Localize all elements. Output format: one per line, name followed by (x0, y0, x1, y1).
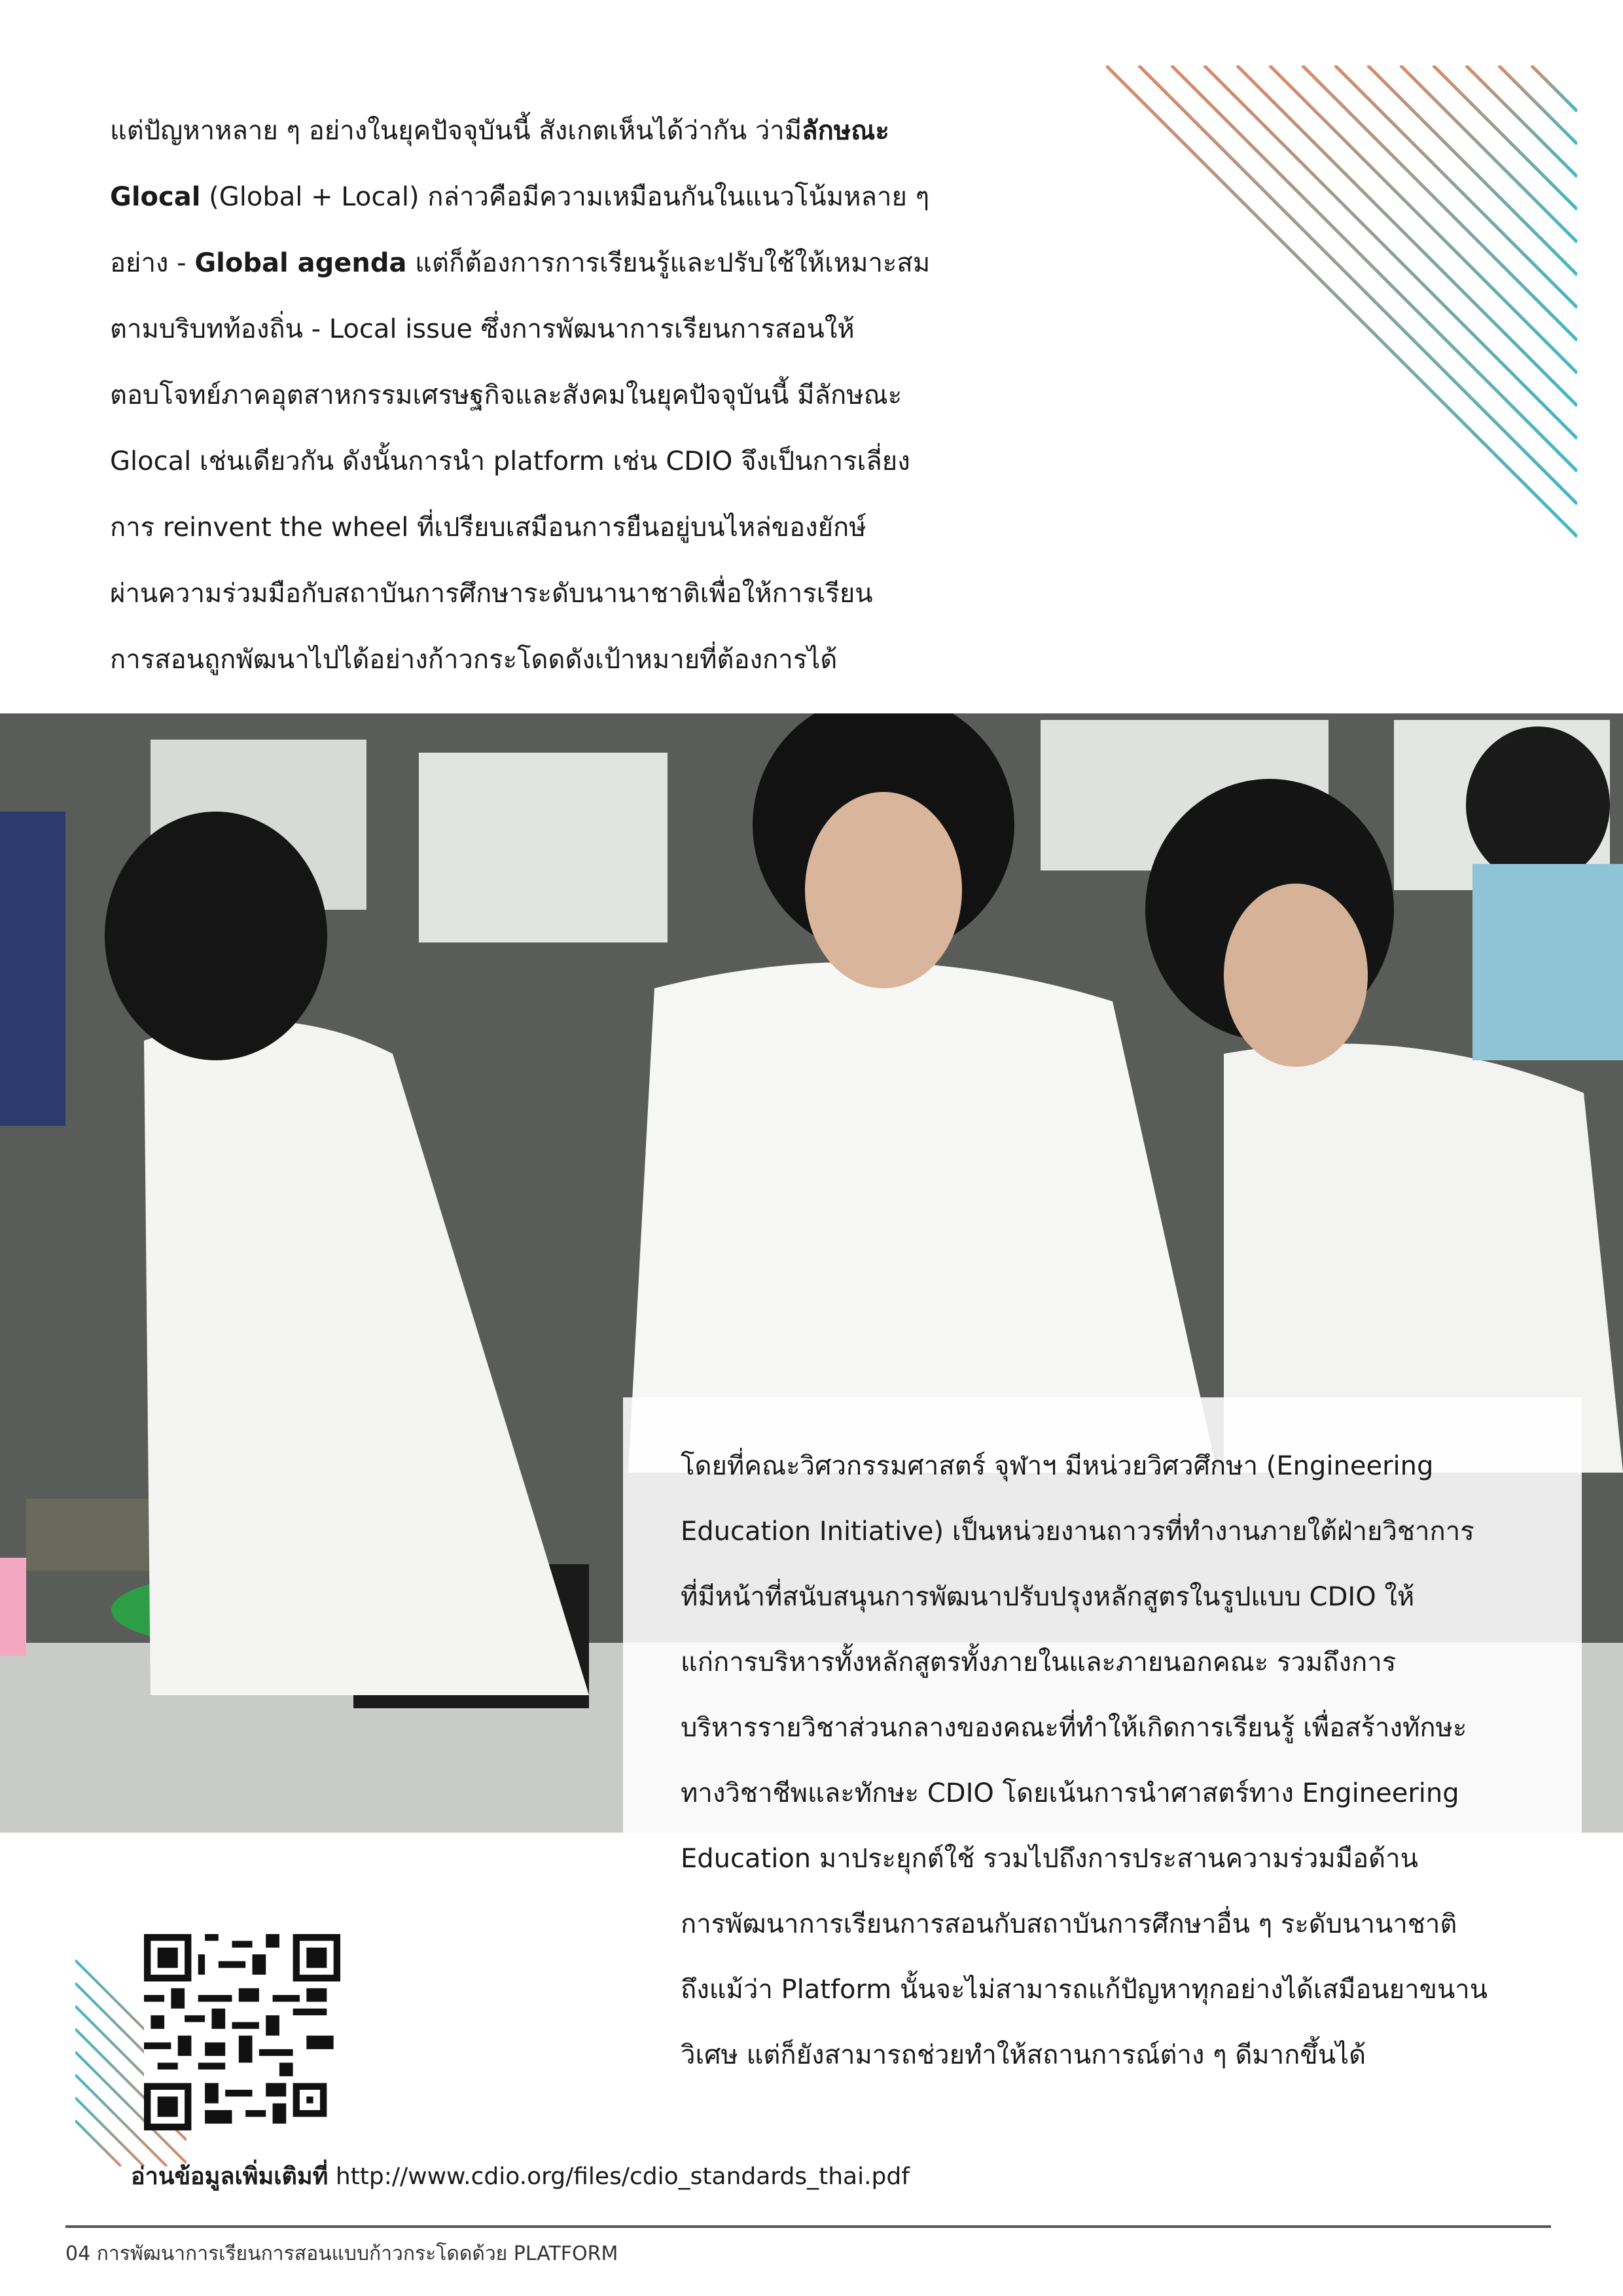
intro-line-1: แต่ปัญหาหลาย ๆ อย่างในยุคปัจจุบันนี้ สังเกตเห็นได้ว่ากัน ว่ามีลักษณะ (110, 116, 889, 146)
box-line-1: โดยที่คณะวิศวกรรมศาสตร์ จุฬาฯ มีหน่วยวิศวศึกษา (Engineering (681, 1451, 1434, 1481)
intro-line-6: Glocal เช่นเดียวกัน ดังนั้นการนำ platform เช่น CDIO จึงเป็นการเลี่ยง (110, 446, 910, 476)
intro-line-9: การสอนถูกพัฒนาไปได้อย่างก้าวกระโดดดังเป้าหมายที่ต้องการได้ (110, 645, 838, 675)
read-more-url[interactable]: http://www.cdio.org/files/cdio_standards_thai.pdf (335, 2163, 910, 2190)
read-more-label: อ่านข้อมูลเพิ่มเติมที่ (131, 2163, 329, 2190)
intro-line-2: Glocal (Global + Local) กล่าวคือมีความเหมือนกันในแนวโน้มหลาย ๆ (110, 182, 930, 212)
intro-line-3: อย่าง - Global agenda แต่ก็ต้องการการเรียนรู้และปรับใช้ให้เหมาะสม (110, 248, 931, 278)
box-line-6: ทางวิชาชีพและทักษะ CDIO โดยเน้นการนำศาสตร์ทาง Engineering (681, 1778, 1459, 1808)
intro-line-7: การ reinvent the wheel ที่เปรียบเสมือนการยืนอยู่บนไหล่ของยักษ์ (110, 512, 866, 543)
intro-line-4: ตามบริบทท้องถิ่น - Local issue ซึ่งการพัฒนาการเรียนการสอนให้ (110, 314, 855, 344)
intro-line-8: ผ่านความร่วมมือกับสถาบันการศึกษาระดับนานาชาติเพื่อให้การเรียน (110, 579, 873, 609)
box-line-8: การพัฒนาการเรียนการสอนกับสถาบันการศึกษาอื่น ๆ ระดับนานาชาติ (681, 1909, 1457, 1939)
box-line-10: วิเศษ แต่ก็ยังสามารถช่วยทำให้สถานการณ์ต่าง ๆ ดีมากขึ้นได้ (681, 2040, 1366, 2070)
box-line-3: ที่มีหน้าที่สนับสนุนการพัฒนาปรับปรุงหลักสูตรในรูปแบบ CDIO ให้ (681, 1582, 1415, 1612)
intro-paragraph (110, 98, 974, 693)
read-more (131, 2157, 910, 2195)
page-footer: 04 การพัฒนาการเรียนการสอนแบบก้าวกระโดดด้วย PLATFORM (65, 2242, 618, 2265)
box-line-9: ถึงแม้ว่า Platform นั้นจะไม่สามารถแก้ปัญหาทุกอย่างได้เสมือนยาขนาน (681, 1975, 1488, 2005)
intro-line-5: ตอบโจทย์ภาคอุตสาหกรรมเศรษฐกิจและสังคมในยุคปัจจุบันนี้ มีลักษณะ (110, 380, 902, 410)
box-line-5: บริหารรายวิชาส่วนกลางของคณะที่ทำให้เกิดการเรียนรู้ เพื่อสร้างทักษะ (681, 1713, 1467, 1743)
box-line-2: Education Initiative) เป็นหน่วยงานถาวรที่ทำงานภายใต้ฝ่ายวิชาการ (681, 1516, 1474, 1547)
box-line-7: Education มาประยุกต์ใช้ รวมไปถึงการประสานความร่วมมือด้าน (681, 1844, 1418, 1874)
info-box-text (681, 1433, 1544, 2088)
box-line-4: แก่การบริหารทั้งหลักสูตรทั้งภายในและภายนอกคณะ รวมถึงการ (681, 1647, 1397, 1677)
footer-divider (65, 2225, 1551, 2228)
qr-code[interactable] (144, 1934, 340, 2130)
decorative-stripes-top (1106, 65, 1577, 550)
